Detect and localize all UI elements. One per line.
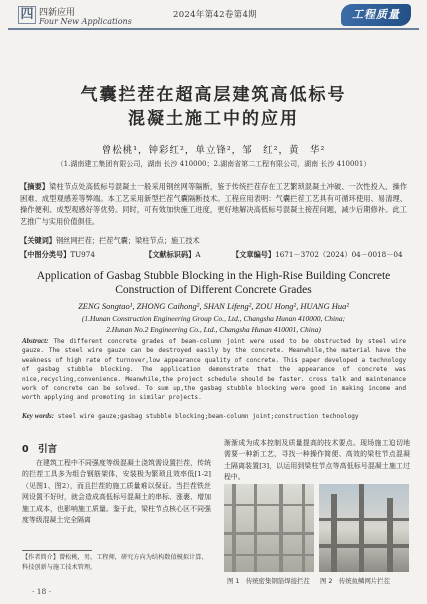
- article-id: [232, 250, 403, 260]
- title-en-line-1: Application of Gasbag Stubble Blocking in the High-Rise Building Concrete: [36, 270, 391, 282]
- clc-label: 【中图分类号】: [20, 250, 71, 259]
- figure-2-caption: 图 2 传统鱼鳞网片拦茬: [320, 577, 391, 585]
- page-number: · 18 ·: [32, 587, 52, 596]
- figure-1-caption: 图 1 传统密集钢筋焊接拦茬: [227, 577, 310, 585]
- affiliation-en-line-1: (1.Hunan Construction Engineering Group Co., Ltd., Changsha Hunan 410000, China;: [81, 314, 346, 323]
- brand-logo: 工程质量: [341, 4, 411, 26]
- journal-name-cn: 四新应用: [39, 8, 76, 18]
- doc-label: 【文献标识码】: [145, 250, 196, 259]
- journal-logo-icon: 四: [18, 6, 36, 24]
- figure-1-photo: [224, 484, 314, 572]
- page-header: [8, 4, 419, 44]
- header-rule: [8, 28, 419, 30]
- journal-name-en: Four New Applications: [39, 17, 132, 26]
- keywords-en-text: steel wire gauze;gasbag stubble blocking;beam-column joint;construction technology: [57, 413, 359, 420]
- figure-2-photo: [319, 484, 409, 572]
- abstract-cn-text: 梁柱节点处高低标号混凝土一般采用钢丝网等隔断，鉴于传统拦茬存在工艺繁琐混凝土冲破、一次性投入、操作困难、成型观感差等弊端。本工艺采用新型拦茬气囊隔断技术。工程应用表明：气囊拦茬工艺具有可循环使用、易清理、操作便利、成型观感好等优势。同时，可有效加快施工进度，更好地解决高低标号混凝土接茬问题，减少后期修补。此工艺推广与实用价值俱佳。: [20, 182, 407, 226]
- paper-title-line-1: 气囊拦茬在超高层建筑高低标号: [80, 85, 347, 105]
- abstract-en: [22, 337, 406, 403]
- abstract-cn-label: 【摘要】: [20, 182, 50, 191]
- title-en-line-2: Construction of Different Concrete Grades: [115, 284, 312, 296]
- authors-cn: 曾松桃¹，钟彩红²，单立锋²，邹 红²，黄 华²: [101, 145, 326, 156]
- abstract-cn: [20, 181, 407, 227]
- affiliation-cn: （1.湖南建工集团有限公司，湖南 长沙 410000；2.湖南省第二工程有限公司，湖南 长沙 410001）: [56, 160, 371, 168]
- section-heading: 0 引言: [22, 444, 58, 455]
- footnote-rule: [22, 550, 92, 551]
- doc-value: A: [195, 250, 201, 259]
- body-text-left: 在建筑工程中不同强度等级混凝土浇筑需设置拦茬，传统的拦茬工具多为组合钢筋架体，安装极为繁琐且效率低[1-2]（见图1、图2），而且拦茬的施工质量难以保证。当拦茬铁丝网设置不好时，就会造成高低标号混凝土的串标、涨裹、增加施工成本，也影响施工质量。鉴于此，梁柱节点核心区不同强度等级混凝土完全隔离: [22, 459, 211, 525]
- affiliation-en-line-2: 2.Hunan No.2 Engineering Co., Ltd., Changsha Hunan 410001, China): [106, 325, 321, 334]
- keywords-cn-text: 钢丝网拦茬；拦茬气囊；梁柱节点；施工技术: [55, 236, 200, 245]
- body-text-right: 渐渐成为成本控制及质量提高的技术要点。现场施工迫切地需要一种新工艺，寻找一种操作简便、高效的梁柱节点混凝土隔离装置[3]，以运用到梁柱节点等高低标号混凝土施工过程中。: [224, 439, 410, 482]
- abstract-en-text: The different concrete grades of beam-column joint were used to be obstructed by steel wire gauze. The steel wire gauze can be destroyed easily by the concrete. Meanwhile,the material have the weakness of high rate of turnover,low appearance quality of concrete. This paper developed a technology of gasbag stubble blocking. The application demonstrate that the appearance of concrete was nice,recycling,convenience. Meanwhile,the project schedule should be faster. cross talk and maintenance work of concrete can be solved. To sum up,the gasbag stubble blocking were good in making income and worth applying and promoting in similar projects.: [22, 338, 407, 402]
- article-id-value: 1671－3702（2024）04－0018－04: [275, 250, 403, 259]
- article-id-label: 【文章编号】: [232, 250, 276, 259]
- paper-title-line-2: 混凝土施工中的应用: [128, 109, 299, 129]
- keywords-cn: [20, 236, 407, 246]
- journal-volume: 2024年第42卷第4期: [173, 10, 257, 20]
- abstract-en-label: Abstract:: [22, 337, 49, 345]
- keywords-cn-label: 【关键词】: [20, 236, 56, 245]
- clc-value: TU974: [70, 250, 95, 259]
- authors-en: ZENG Songtao¹, ZHONG Caihong², SHAN Lifeng², ZOU Hong², HUANG Hua²: [78, 301, 349, 311]
- clc-number: [20, 250, 95, 260]
- keywords-en: [22, 412, 406, 420]
- author-footnote: 【作者简介】曾松桃，男，工程师，研究方向为结构数值模拟计算、科技创新与施工技术管理。: [22, 554, 208, 571]
- keywords-en-label: Key words:: [22, 412, 55, 420]
- doc-code: [145, 250, 201, 260]
